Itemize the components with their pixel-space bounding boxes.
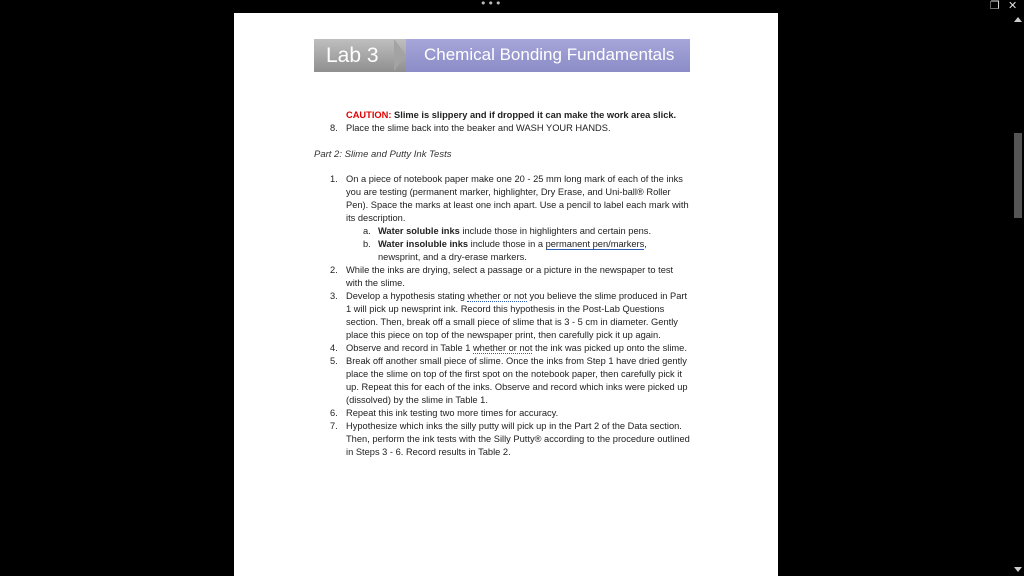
item-number: 3.	[330, 291, 338, 301]
list-item	[330, 342, 691, 355]
sub-item-text: include those in highlighters and certain pens.	[459, 226, 652, 236]
scroll-up-icon[interactable]	[1014, 17, 1022, 22]
list-item	[330, 290, 691, 342]
item-number: 2.	[330, 265, 338, 275]
underlined-text: whether or not	[467, 291, 527, 301]
restore-icon[interactable]: ❐	[990, 0, 1000, 12]
item-text: Repeat this ink testing two more times for accuracy.	[346, 408, 559, 418]
item-text: you believe the slime produced in Part 1 will pick up newsprint ink. Record this hypothesis in the Post-Lab Questions section. Then, break off a small piece of slime that is 3 - 5 cm in diameter. Gently place this piece on top of the newspaper print, then carefully pick it up again.	[346, 291, 688, 340]
lab-title: Chemical Bonding Fundamentals	[424, 45, 675, 64]
sub-item-text: include those in a	[468, 239, 546, 249]
list-item	[330, 264, 691, 290]
list-item	[330, 355, 691, 407]
item-text: Develop a hypothesis stating	[346, 291, 468, 301]
sub-item-number: b.	[363, 239, 371, 249]
item-number: 6.	[330, 408, 338, 418]
list-item	[330, 173, 691, 225]
item-text: On a piece of notebook paper make one 20 - 25 mm long mark of each of the inks you are testing (permanent marker, highlighter, Dry Erase, and Uni-ball® Roller Pen). Space the marks at least one inch apart. Use a pencil to label each mark with its description.	[346, 174, 689, 223]
item-text: While the inks are drying, select a passage or a picture in the newspaper to test with the slime.	[346, 265, 674, 288]
item-number: 7.	[330, 421, 338, 431]
procedure-list	[330, 173, 691, 459]
sub-item-bold: Water insoluble inks	[378, 239, 469, 249]
step-number: 8.	[330, 123, 338, 133]
part2-heading: Part 2: Slime and Putty Ink Tests	[314, 149, 452, 160]
sub-item-number: a.	[363, 226, 371, 236]
item-text: Observe and record in Table 1	[346, 343, 473, 353]
item-text: Break off another small piece of slime. Once the inks from Step 1 have dried gently place the slime on top of the first spot on the notebook paper, then carefully pick it up. Repeat this for each of the inks. Observe and record which inks were picked up (dissolved) by the slime in Table 1.	[346, 356, 688, 405]
caution-label: CAUTION:	[346, 110, 392, 120]
window-titlebar	[0, 0, 1024, 13]
list-item	[330, 407, 691, 420]
step-8	[330, 122, 611, 135]
menu-dots-icon[interactable]: •••	[480, 0, 503, 10]
sub-item	[363, 225, 691, 238]
banner-arrow	[394, 39, 406, 71]
item-number: 5.	[330, 356, 338, 366]
sub-item-bold: Water soluble inks	[378, 226, 460, 236]
caution-note	[346, 109, 676, 122]
document-page	[234, 13, 778, 576]
caution-text: Slime is slippery and if dropped it can make the work area slick.	[391, 110, 677, 120]
close-icon[interactable]: ✕	[1008, 0, 1018, 12]
sub-item	[363, 238, 691, 264]
item-text: Hypothesize which inks the silly putty will pick up in the Part 2 of the Data section. Then, perform the ink tests with the Silly Putty® according to the procedure outlined in Steps 3 - 6. Record results in Table 2.	[346, 421, 690, 457]
scroll-down-icon[interactable]	[1014, 567, 1022, 572]
step-text: Place the slime back into the beaker and WASH YOUR HANDS.	[346, 123, 611, 133]
item-text: the ink was picked up onto the slime.	[532, 343, 687, 353]
vertical-scrollbar[interactable]	[1012, 13, 1024, 576]
lab-banner	[314, 39, 690, 72]
lab-number: Lab 3	[314, 39, 406, 72]
scroll-thumb[interactable]	[1014, 133, 1022, 218]
underlined-text: whether or not	[472, 343, 533, 353]
item-number: 1.	[330, 174, 338, 184]
list-item	[330, 420, 691, 459]
underlined-text: permanent pen/markers	[545, 239, 645, 249]
sub-item-text: , newsprint, and a dry-erase markers.	[378, 239, 647, 262]
item-number: 4.	[330, 343, 338, 353]
